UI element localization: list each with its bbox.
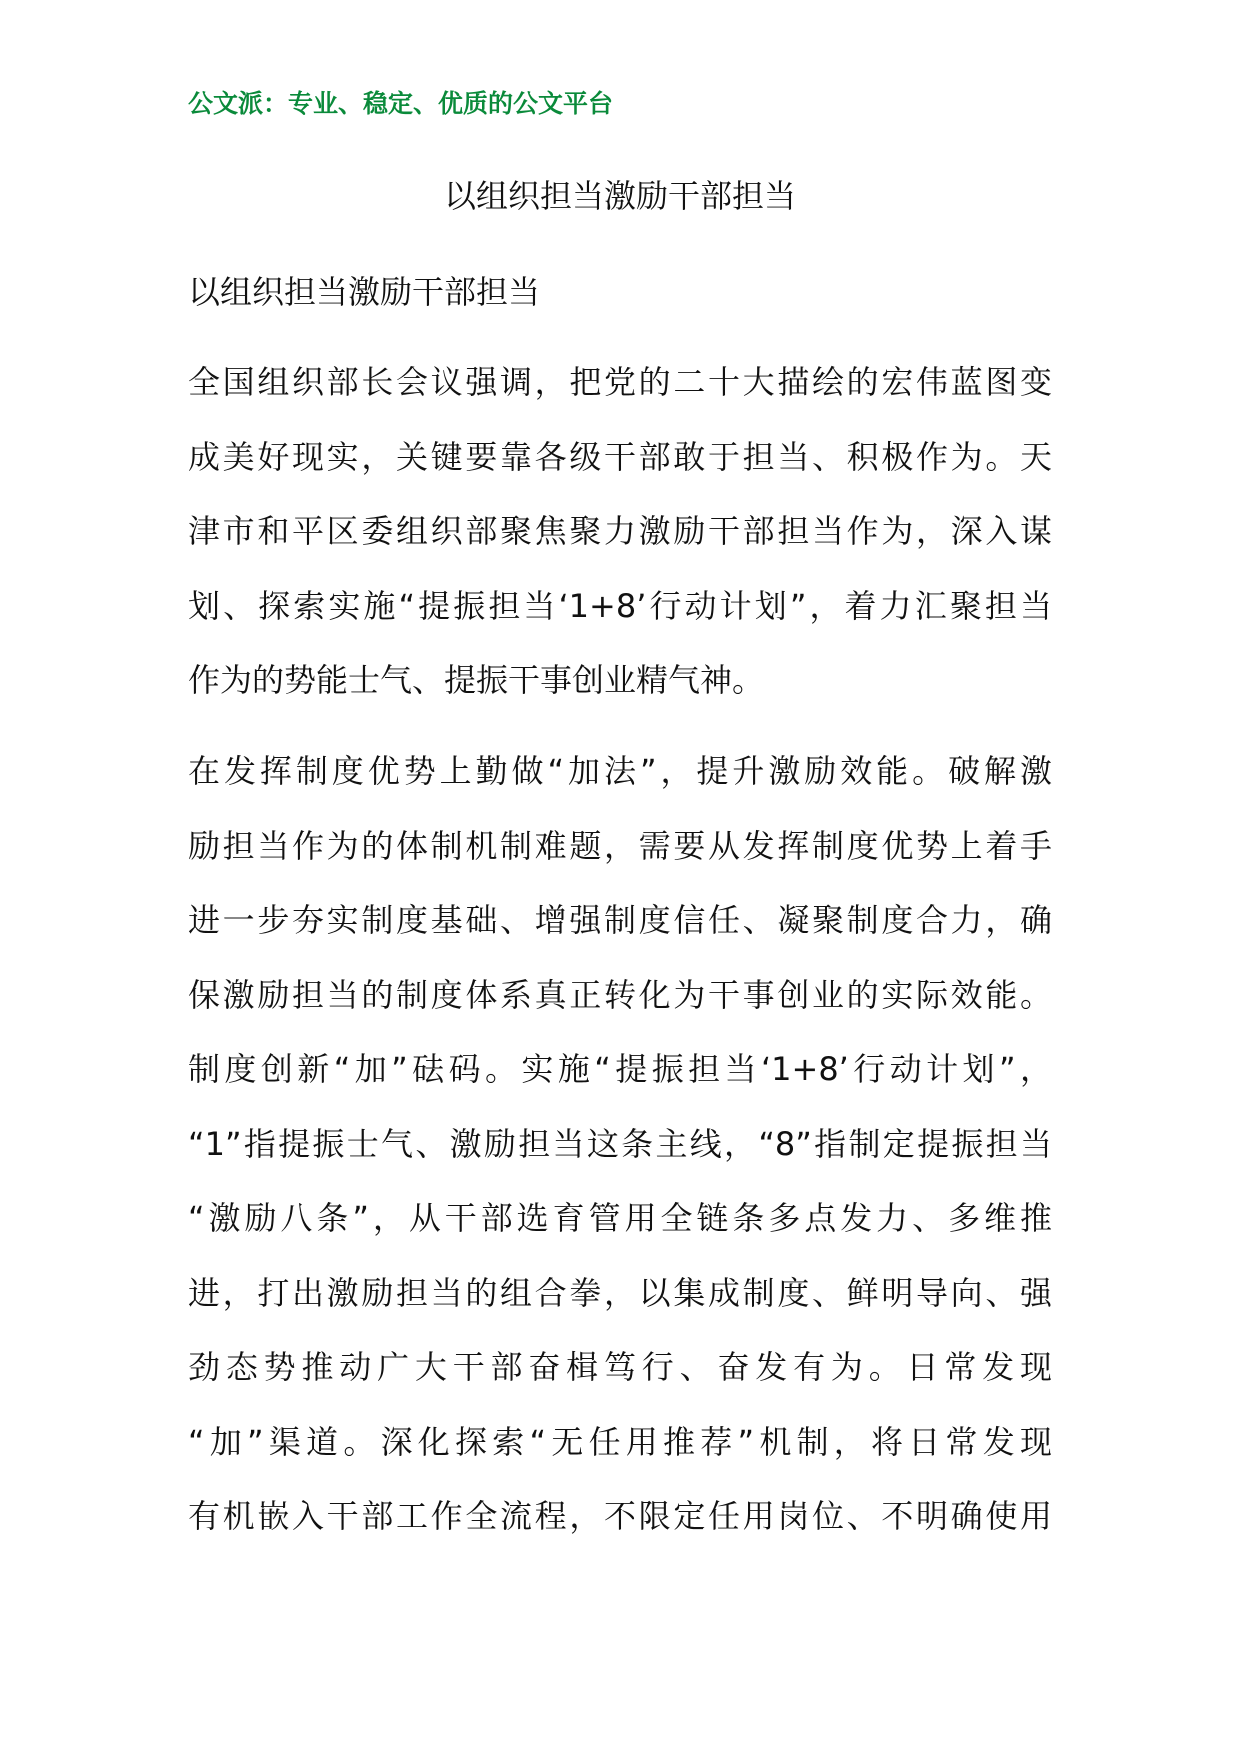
paragraph-line: “1”指提振士气、激励担当这条主线，“8”指制定提振担当	[188, 1124, 1052, 1163]
brand-header: 公文派：专业、稳定、优质的公文平台	[188, 89, 614, 118]
paragraph-line: 保激励担当的制度体系真正转化为干事创业的实际效能。	[188, 975, 1052, 1014]
paragraph-line: 划、探索实施“提振担当‘1+8’行动计划”，着力汇聚担当	[188, 586, 1052, 625]
paragraph-line: 进，打出激励担当的组合拳，以集成制度、鲜明导向、强	[188, 1273, 1052, 1312]
paragraph-line: 作为的势能士气、提振干事创业精气神。	[188, 661, 765, 699]
paragraph-line: 制度创新“加”砝码。实施“提振担当‘1+8’行动计划”，	[188, 1050, 1052, 1088]
paragraph-line: 成美好现实，关键要靠各级干部敢于担当、积极作为。天	[188, 437, 1052, 476]
paragraph-line: 津市和平区委组织部聚焦聚力激励干部担当作为，深入谋	[188, 512, 1052, 550]
document-title: 以组织担当激励干部担当	[443, 177, 796, 215]
paragraph-line: 励担当作为的体制机制难题，需要从发挥制度优势上着手	[188, 826, 1052, 865]
paragraph-line: “激励八条”，从干部选育管用全链条多点发力、多维推	[188, 1199, 1052, 1237]
paragraph-line: 全国组织部长会议强调，把党的二十大描绘的宏伟蓝图变	[188, 363, 1052, 401]
paragraph-line: “加”渠道。深化探索“无任用推荐”机制，将日常发现	[188, 1422, 1052, 1461]
paragraph-line: 有机嵌入干部工作全流程，不限定任用岗位、不明确使用	[188, 1497, 1052, 1535]
paragraph-line: 进一步夯实制度基础、增强制度信任、凝聚制度合力，确	[188, 901, 1052, 939]
document-subtitle: 以组织担当激励干部担当	[188, 273, 541, 311]
paragraph-line: 在发挥制度优势上勤做“加法”，提升激励效能。破解激	[188, 752, 1052, 790]
paragraph-2	[188, 734, 1052, 1554]
paragraph-1	[188, 345, 1052, 718]
paragraph-line: 劲态势推动广大干部奋楫笃行、奋发有为。日常发现	[188, 1348, 1052, 1386]
